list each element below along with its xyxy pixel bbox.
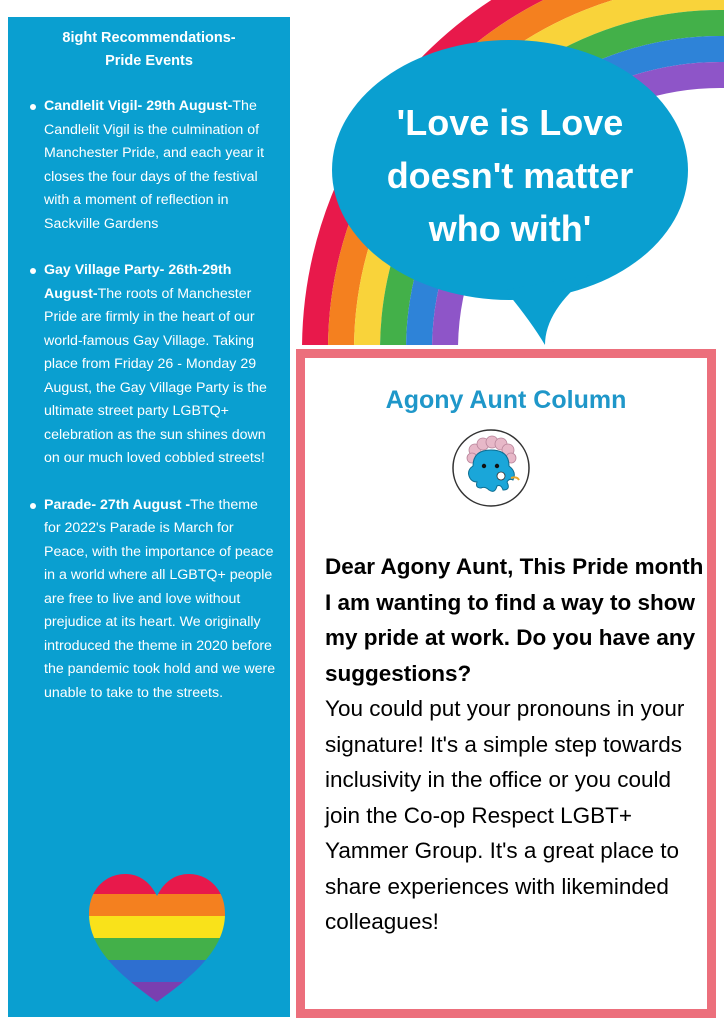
sidebar-title bbox=[8, 27, 290, 73]
quote-line: 'Love is Love bbox=[396, 102, 624, 143]
aunt-answer: You could put your pronouns in your signature! It's a simple step towards inclusivity in the office or you could join the Co-op Respect LGBT+ Yammer Group. It's a great place to share experiences with likeminded colleagues! bbox=[325, 696, 685, 934]
event-heading: Candlelit Vigil- 29th August- bbox=[44, 98, 233, 114]
events-list bbox=[28, 95, 278, 728]
quote-line: who with' bbox=[428, 208, 592, 249]
list-item bbox=[28, 259, 278, 471]
reader-question: Dear Agony Aunt, This Pride month I am wanting to find a way to show my pride at work. Do you have any suggestions? bbox=[325, 554, 704, 686]
event-heading: Parade- 27th August - bbox=[44, 496, 191, 513]
list-item bbox=[28, 494, 278, 706]
pride-events-sidebar bbox=[8, 17, 290, 1017]
rainbow-heart-icon bbox=[87, 872, 227, 1007]
quote-line: doesn't matter bbox=[386, 155, 634, 196]
event-body: The roots of Manchester Pride are firmly in the heart of our world-famous Gay Village. Taking place from Friday 26 - Monday 29 August, the Gay Village Party is the ultimate street party LGBTQ+ celebration as the sun shines down on our much loved cobbled streets! bbox=[44, 285, 267, 466]
list-item bbox=[28, 95, 278, 236]
octopus-avatar-icon bbox=[451, 428, 531, 508]
agony-aunt-letter bbox=[325, 549, 705, 940]
agony-aunt-column bbox=[296, 349, 716, 1018]
event-body: The Candlelit Vigil is the culmination of Manchester Pride, and each year it closes the four days of the festival with a moment of reflection in Sackville Gardens bbox=[44, 98, 265, 232]
sidebar-title-line: Pride Events bbox=[105, 53, 193, 69]
event-heading: Gay Village Party- 26th-29th August- bbox=[44, 262, 232, 302]
column-title: Agony Aunt Column bbox=[385, 386, 627, 414]
event-body: The theme for 2022's Parade is March for Peace, with the importance of peace in a world where all LGBTQ+ people are free to live and love without prejudice at its heart. We originally introduced the theme in 2020 before the pandemic took hold and we were unable to take to the streets. bbox=[44, 496, 276, 701]
sidebar-title-line: 8ight Recommendations- bbox=[62, 30, 236, 46]
pride-quote bbox=[350, 96, 670, 255]
